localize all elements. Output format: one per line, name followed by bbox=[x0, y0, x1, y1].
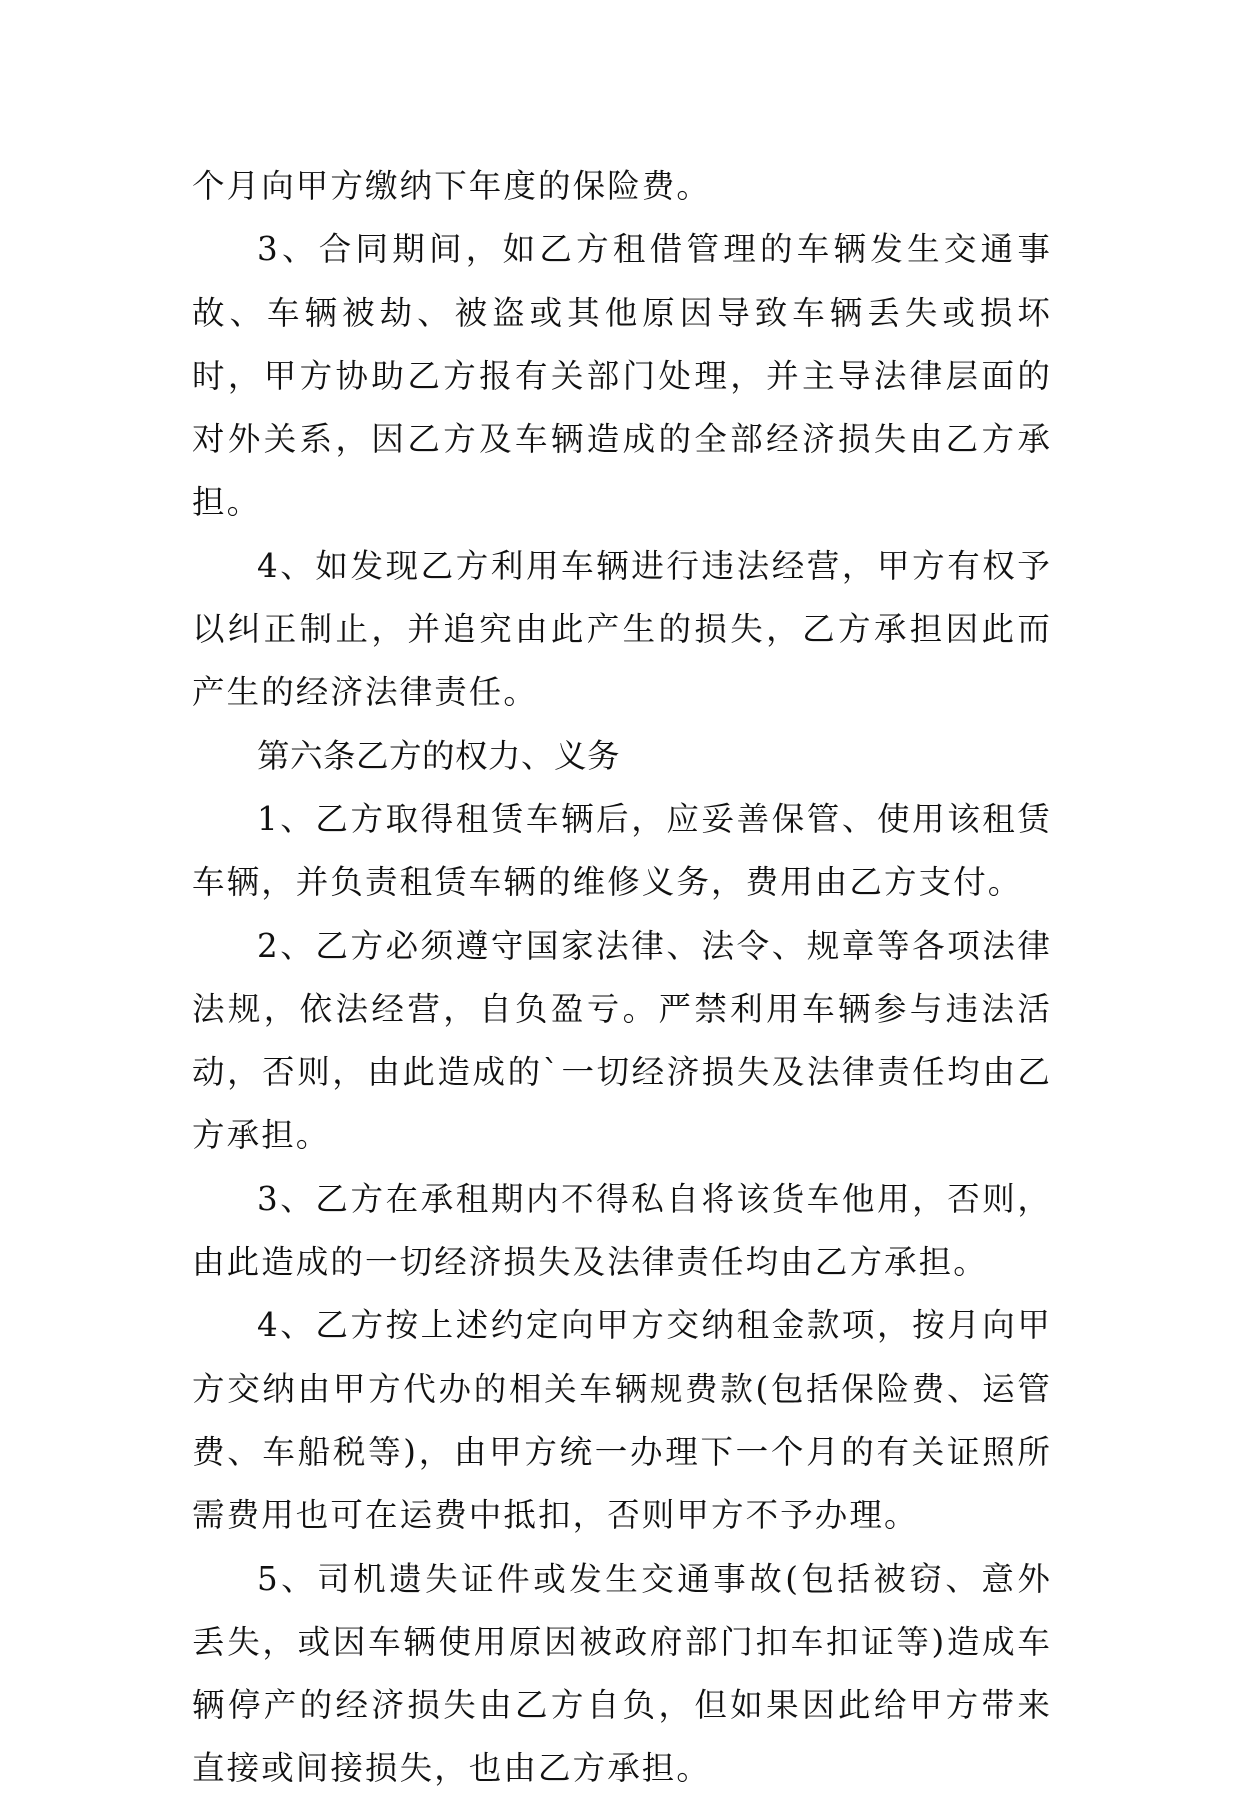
paragraph-item-4-rent-payment: 4、乙方按上述约定向甲方交纳租金款项，按月向甲方交纳由甲方代办的相关车辆规费款(包括保险费、运管费、车船税等)，由甲方统一办理下一个月的有关证照所需费用也可在运费中抵扣，否则甲方不予办理。 bbox=[192, 1306, 1052, 1535]
paragraph-item-2-legal-compliance: 2、乙方必须遵守国家法律、法令、规章等各项法律法规，依法经营，自负盈亏。严禁利用车辆参与违法活动，否则，由此造成的`一切经济损失及法律责任均由乙方承担。 bbox=[192, 926, 1052, 1155]
paragraph-item-5-driver-loss: 5、司机遗失证件或发生交通事故(包括被窃、意外丢失，或因车辆使用原因被政府部门扣车扣证等)造成车辆停产的经济损失由乙方自负，但如果因此给甲方带来直接或间接损失，也由乙方承担。 bbox=[192, 1559, 1052, 1788]
paragraph-item-3-accident: 3、合同期间，如乙方租借管理的车辆发生交通事故、车辆被劫、被盗或其他原因导致车辆丢失或损坏时，甲方协助乙方报有关部门处理，并主导法律层面的对外关系，因乙方及车辆造成的全部经济损失由乙方承担。 bbox=[192, 230, 1052, 522]
paragraph-item-3-no-private-use: 3、乙方在承租期内不得私自将该货车他用，否则，由此造成的一切经济损失及法律责任均由乙方承担。 bbox=[192, 1179, 1052, 1282]
paragraph-insurance-payment: 个月向甲方缴纳下年度的保险费。 bbox=[192, 167, 712, 205]
paragraph-item-1-vehicle-custody: 1、乙方取得租赁车辆后，应妥善保管、使用该租赁车辆，并负责租赁车辆的维修义务，费用由乙方支付。 bbox=[192, 799, 1052, 902]
paragraph-item-4-illegal-operation: 4、如发现乙方利用车辆进行违法经营，甲方有权予以纠正制止，并追究由此产生的损失，乙方承担因此而产生的经济法律责任。 bbox=[192, 546, 1052, 712]
section-heading-article-6: 第六条乙方的权力、义务 bbox=[257, 736, 621, 775]
document-body bbox=[192, 155, 1052, 1801]
